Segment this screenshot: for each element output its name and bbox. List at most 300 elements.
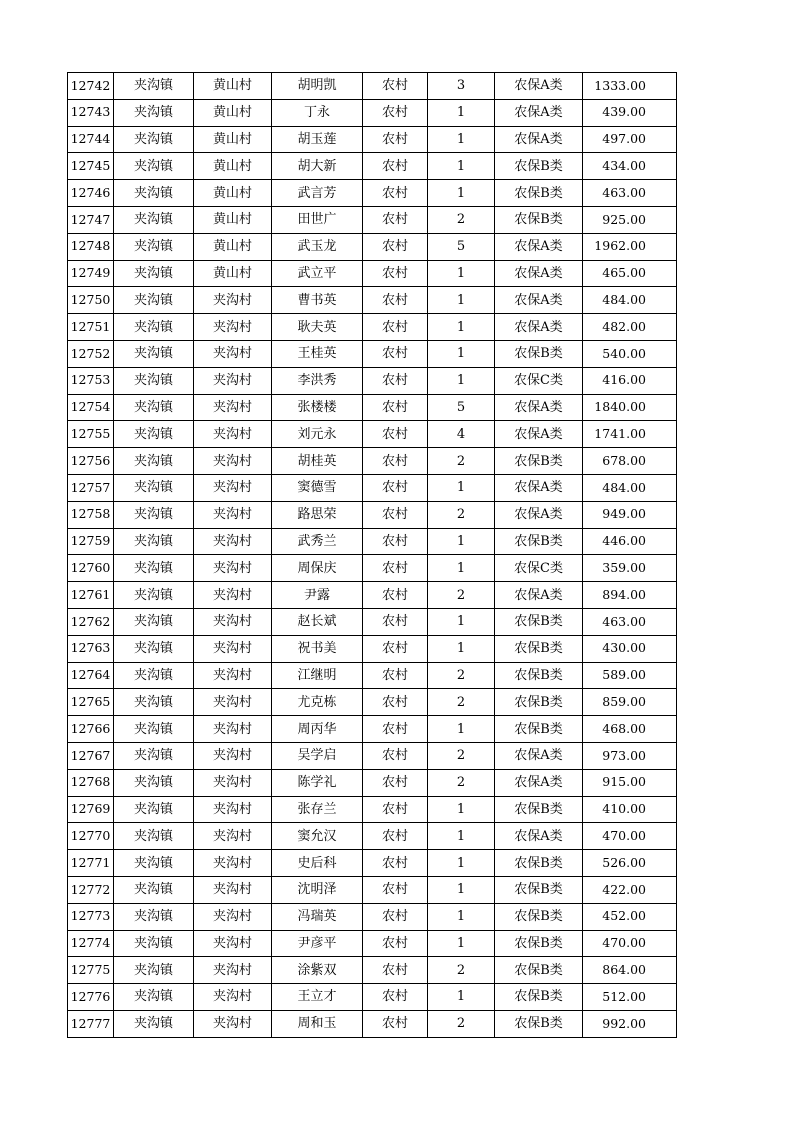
count-cell: 1 [428,635,495,662]
count-cell: 1 [428,930,495,957]
amount-cell: 439.00 [583,99,677,126]
type-cell: 农村 [363,287,428,314]
id-cell: 12758 [68,501,114,528]
type-cell: 农村 [363,876,428,903]
table-row [68,73,677,100]
village-cell: 夹沟村 [194,984,272,1011]
type-cell: 农村 [363,233,428,260]
type-cell: 农村 [363,180,428,207]
type-cell: 农村 [363,367,428,394]
type-cell: 农村 [363,448,428,475]
town-cell: 夹沟镇 [114,501,194,528]
amount-cell: 915.00 [583,769,677,796]
name-cell: 周和玉 [272,1010,363,1037]
category-cell: 农保A类 [495,99,583,126]
amount-cell: 512.00 [583,984,677,1011]
town-cell: 夹沟镇 [114,340,194,367]
category-cell: 农保B类 [495,850,583,877]
amount-cell: 1741.00 [583,421,677,448]
category-cell: 农保A类 [495,582,583,609]
table-row [68,555,677,582]
type-cell: 农村 [363,635,428,662]
name-cell: 武言芳 [272,180,363,207]
town-cell: 夹沟镇 [114,769,194,796]
count-cell: 5 [428,233,495,260]
amount-cell: 1333.00 [583,73,677,100]
town-cell: 夹沟镇 [114,448,194,475]
amount-cell: 470.00 [583,930,677,957]
amount-cell: 973.00 [583,742,677,769]
town-cell: 夹沟镇 [114,796,194,823]
name-cell: 胡明凯 [272,73,363,100]
name-cell: 刘元永 [272,421,363,448]
name-cell: 窦允汉 [272,823,363,850]
type-cell: 农村 [363,984,428,1011]
amount-cell: 470.00 [583,823,677,850]
town-cell: 夹沟镇 [114,689,194,716]
name-cell: 尹彦平 [272,930,363,957]
name-cell: 张存兰 [272,796,363,823]
count-cell: 2 [428,501,495,528]
table-row [68,769,677,796]
town-cell: 夹沟镇 [114,555,194,582]
amount-cell: 446.00 [583,528,677,555]
name-cell: 胡大新 [272,153,363,180]
type-cell: 农村 [363,528,428,555]
amount-cell: 497.00 [583,126,677,153]
type-cell: 农村 [363,126,428,153]
name-cell: 吴学启 [272,742,363,769]
amount-cell: 434.00 [583,153,677,180]
town-cell: 夹沟镇 [114,421,194,448]
count-cell: 1 [428,823,495,850]
category-cell: 农保A类 [495,421,583,448]
type-cell: 农村 [363,823,428,850]
town-cell: 夹沟镇 [114,260,194,287]
village-cell: 夹沟村 [194,1010,272,1037]
type-cell: 农村 [363,474,428,501]
table-row [68,662,677,689]
id-cell: 12757 [68,474,114,501]
amount-cell: 484.00 [583,474,677,501]
table-row [68,1010,677,1037]
town-cell: 夹沟镇 [114,984,194,1011]
id-cell: 12766 [68,716,114,743]
table-row [68,421,677,448]
village-cell: 夹沟村 [194,555,272,582]
amount-cell: 416.00 [583,367,677,394]
village-cell: 夹沟村 [194,716,272,743]
type-cell: 农村 [363,608,428,635]
village-cell: 黄山村 [194,260,272,287]
village-cell: 夹沟村 [194,876,272,903]
village-cell: 夹沟村 [194,367,272,394]
category-cell: 农保B类 [495,206,583,233]
name-cell: 曹书英 [272,287,363,314]
village-cell: 夹沟村 [194,474,272,501]
town-cell: 夹沟镇 [114,233,194,260]
town-cell: 夹沟镇 [114,206,194,233]
count-cell: 1 [428,984,495,1011]
count-cell: 2 [428,957,495,984]
id-cell: 12756 [68,448,114,475]
table-row [68,850,677,877]
village-cell: 夹沟村 [194,662,272,689]
id-cell: 12743 [68,99,114,126]
amount-cell: 463.00 [583,608,677,635]
type-cell: 农村 [363,340,428,367]
table-row [68,903,677,930]
village-cell: 黄山村 [194,233,272,260]
village-cell: 夹沟村 [194,850,272,877]
amount-cell: 1962.00 [583,233,677,260]
town-cell: 夹沟镇 [114,957,194,984]
table-row [68,876,677,903]
village-cell: 夹沟村 [194,903,272,930]
amount-cell: 359.00 [583,555,677,582]
category-cell: 农保B类 [495,528,583,555]
count-cell: 1 [428,850,495,877]
village-cell: 夹沟村 [194,340,272,367]
town-cell: 夹沟镇 [114,1010,194,1037]
count-cell: 2 [428,689,495,716]
id-cell: 12762 [68,608,114,635]
amount-cell: 422.00 [583,876,677,903]
category-cell: 农保A类 [495,287,583,314]
count-cell: 1 [428,608,495,635]
village-cell: 夹沟村 [194,314,272,341]
town-cell: 夹沟镇 [114,394,194,421]
town-cell: 夹沟镇 [114,180,194,207]
count-cell: 1 [428,367,495,394]
type-cell: 农村 [363,99,428,126]
name-cell: 周保庆 [272,555,363,582]
amount-cell: 463.00 [583,180,677,207]
town-cell: 夹沟镇 [114,635,194,662]
village-cell: 黄山村 [194,180,272,207]
count-cell: 1 [428,474,495,501]
benefit-table [67,72,677,1038]
name-cell: 胡玉莲 [272,126,363,153]
count-cell: 1 [428,796,495,823]
type-cell: 农村 [363,716,428,743]
table-row [68,260,677,287]
table-row [68,206,677,233]
village-cell: 夹沟村 [194,957,272,984]
count-cell: 1 [428,314,495,341]
amount-cell: 526.00 [583,850,677,877]
name-cell: 史后科 [272,850,363,877]
village-cell: 夹沟村 [194,528,272,555]
count-cell: 2 [428,742,495,769]
table-row [68,180,677,207]
table-row [68,635,677,662]
count-cell: 4 [428,421,495,448]
name-cell: 王桂英 [272,340,363,367]
id-cell: 12755 [68,421,114,448]
village-cell: 夹沟村 [194,930,272,957]
category-cell: 农保A类 [495,474,583,501]
type-cell: 农村 [363,769,428,796]
category-cell: 农保B类 [495,796,583,823]
type-cell: 农村 [363,796,428,823]
village-cell: 黄山村 [194,126,272,153]
type-cell: 农村 [363,260,428,287]
town-cell: 夹沟镇 [114,367,194,394]
type-cell: 农村 [363,314,428,341]
name-cell: 尹露 [272,582,363,609]
name-cell: 尤克栋 [272,689,363,716]
amount-cell: 452.00 [583,903,677,930]
category-cell: 农保B类 [495,903,583,930]
type-cell: 农村 [363,662,428,689]
name-cell: 武立平 [272,260,363,287]
table-row [68,474,677,501]
id-cell: 12767 [68,742,114,769]
town-cell: 夹沟镇 [114,930,194,957]
name-cell: 王立才 [272,984,363,1011]
table-row [68,957,677,984]
town-cell: 夹沟镇 [114,716,194,743]
amount-cell: 894.00 [583,582,677,609]
amount-cell: 468.00 [583,716,677,743]
category-cell: 农保B类 [495,1010,583,1037]
village-cell: 夹沟村 [194,769,272,796]
category-cell: 农保A类 [495,501,583,528]
name-cell: 丁永 [272,99,363,126]
table-row [68,233,677,260]
table-row [68,367,677,394]
category-cell: 农保A类 [495,314,583,341]
village-cell: 夹沟村 [194,608,272,635]
id-cell: 12752 [68,340,114,367]
town-cell: 夹沟镇 [114,903,194,930]
id-cell: 12765 [68,689,114,716]
amount-cell: 482.00 [583,314,677,341]
town-cell: 夹沟镇 [114,73,194,100]
town-cell: 夹沟镇 [114,99,194,126]
count-cell: 1 [428,287,495,314]
village-cell: 黄山村 [194,73,272,100]
category-cell: 农保B类 [495,608,583,635]
table-row [68,742,677,769]
name-cell: 张楼楼 [272,394,363,421]
type-cell: 农村 [363,903,428,930]
type-cell: 农村 [363,689,428,716]
count-cell: 2 [428,448,495,475]
id-cell: 12751 [68,314,114,341]
id-cell: 12742 [68,73,114,100]
table-row [68,528,677,555]
id-cell: 12771 [68,850,114,877]
amount-cell: 430.00 [583,635,677,662]
count-cell: 1 [428,528,495,555]
id-cell: 12759 [68,528,114,555]
town-cell: 夹沟镇 [114,153,194,180]
category-cell: 农保B类 [495,716,583,743]
village-cell: 夹沟村 [194,287,272,314]
town-cell: 夹沟镇 [114,662,194,689]
id-cell: 12773 [68,903,114,930]
table-body [68,73,677,1038]
amount-cell: 925.00 [583,206,677,233]
count-cell: 2 [428,769,495,796]
town-cell: 夹沟镇 [114,287,194,314]
count-cell: 2 [428,1010,495,1037]
village-cell: 夹沟村 [194,689,272,716]
table-row [68,608,677,635]
village-cell: 夹沟村 [194,448,272,475]
category-cell: 农保B类 [495,340,583,367]
category-cell: 农保B类 [495,180,583,207]
category-cell: 农保A类 [495,742,583,769]
id-cell: 12775 [68,957,114,984]
category-cell: 农保B类 [495,930,583,957]
category-cell: 农保B类 [495,448,583,475]
count-cell: 2 [428,206,495,233]
table-row [68,689,677,716]
id-cell: 12748 [68,233,114,260]
name-cell: 李洪秀 [272,367,363,394]
village-cell: 夹沟村 [194,635,272,662]
id-cell: 12747 [68,206,114,233]
village-cell: 黄山村 [194,153,272,180]
category-cell: 农保A类 [495,394,583,421]
category-cell: 农保B类 [495,957,583,984]
table-row [68,287,677,314]
type-cell: 农村 [363,153,428,180]
category-cell: 农保A类 [495,233,583,260]
town-cell: 夹沟镇 [114,474,194,501]
id-cell: 12772 [68,876,114,903]
name-cell: 涂紫双 [272,957,363,984]
town-cell: 夹沟镇 [114,876,194,903]
village-cell: 夹沟村 [194,796,272,823]
id-cell: 12764 [68,662,114,689]
count-cell: 1 [428,903,495,930]
amount-cell: 678.00 [583,448,677,475]
table-row [68,501,677,528]
type-cell: 农村 [363,206,428,233]
count-cell: 1 [428,153,495,180]
id-cell: 12749 [68,260,114,287]
id-cell: 12750 [68,287,114,314]
name-cell: 耿夫英 [272,314,363,341]
id-cell: 12763 [68,635,114,662]
type-cell: 农村 [363,582,428,609]
name-cell: 冯瑞英 [272,903,363,930]
id-cell: 12753 [68,367,114,394]
amount-cell: 540.00 [583,340,677,367]
table-row [68,314,677,341]
village-cell: 夹沟村 [194,582,272,609]
amount-cell: 992.00 [583,1010,677,1037]
category-cell: 农保A类 [495,73,583,100]
count-cell: 1 [428,555,495,582]
count-cell: 5 [428,394,495,421]
id-cell: 12761 [68,582,114,609]
id-cell: 12744 [68,126,114,153]
type-cell: 农村 [363,555,428,582]
count-cell: 1 [428,260,495,287]
id-cell: 12754 [68,394,114,421]
name-cell: 胡桂英 [272,448,363,475]
type-cell: 农村 [363,930,428,957]
village-cell: 黄山村 [194,206,272,233]
name-cell: 周丙华 [272,716,363,743]
village-cell: 夹沟村 [194,501,272,528]
town-cell: 夹沟镇 [114,582,194,609]
count-cell: 1 [428,876,495,903]
id-cell: 12776 [68,984,114,1011]
count-cell: 1 [428,716,495,743]
category-cell: 农保B类 [495,876,583,903]
name-cell: 沈明泽 [272,876,363,903]
town-cell: 夹沟镇 [114,742,194,769]
town-cell: 夹沟镇 [114,608,194,635]
village-cell: 黄山村 [194,99,272,126]
village-cell: 夹沟村 [194,742,272,769]
id-cell: 12769 [68,796,114,823]
type-cell: 农村 [363,742,428,769]
category-cell: 农保B类 [495,689,583,716]
count-cell: 1 [428,99,495,126]
town-cell: 夹沟镇 [114,850,194,877]
name-cell: 武玉龙 [272,233,363,260]
name-cell: 武秀兰 [272,528,363,555]
table-row [68,930,677,957]
table-row [68,796,677,823]
table-row [68,394,677,421]
count-cell: 2 [428,582,495,609]
type-cell: 农村 [363,1010,428,1037]
table-row [68,582,677,609]
id-cell: 12746 [68,180,114,207]
id-cell: 12777 [68,1010,114,1037]
table-row [68,340,677,367]
amount-cell: 589.00 [583,662,677,689]
name-cell: 祝书美 [272,635,363,662]
name-cell: 陈学礼 [272,769,363,796]
type-cell: 农村 [363,73,428,100]
table-row [68,823,677,850]
amount-cell: 859.00 [583,689,677,716]
amount-cell: 1840.00 [583,394,677,421]
amount-cell: 410.00 [583,796,677,823]
count-cell: 1 [428,340,495,367]
type-cell: 农村 [363,850,428,877]
category-cell: 农保B类 [495,635,583,662]
category-cell: 农保C类 [495,367,583,394]
table-row [68,99,677,126]
table-row [68,126,677,153]
amount-cell: 864.00 [583,957,677,984]
table-row [68,716,677,743]
name-cell: 窦德雪 [272,474,363,501]
type-cell: 农村 [363,501,428,528]
table-row [68,448,677,475]
count-cell: 1 [428,126,495,153]
category-cell: 农保A类 [495,769,583,796]
category-cell: 农保B类 [495,153,583,180]
id-cell: 12770 [68,823,114,850]
category-cell: 农保B类 [495,662,583,689]
name-cell: 江继明 [272,662,363,689]
village-cell: 夹沟村 [194,823,272,850]
category-cell: 农保A类 [495,126,583,153]
category-cell: 农保B类 [495,984,583,1011]
category-cell: 农保A类 [495,260,583,287]
